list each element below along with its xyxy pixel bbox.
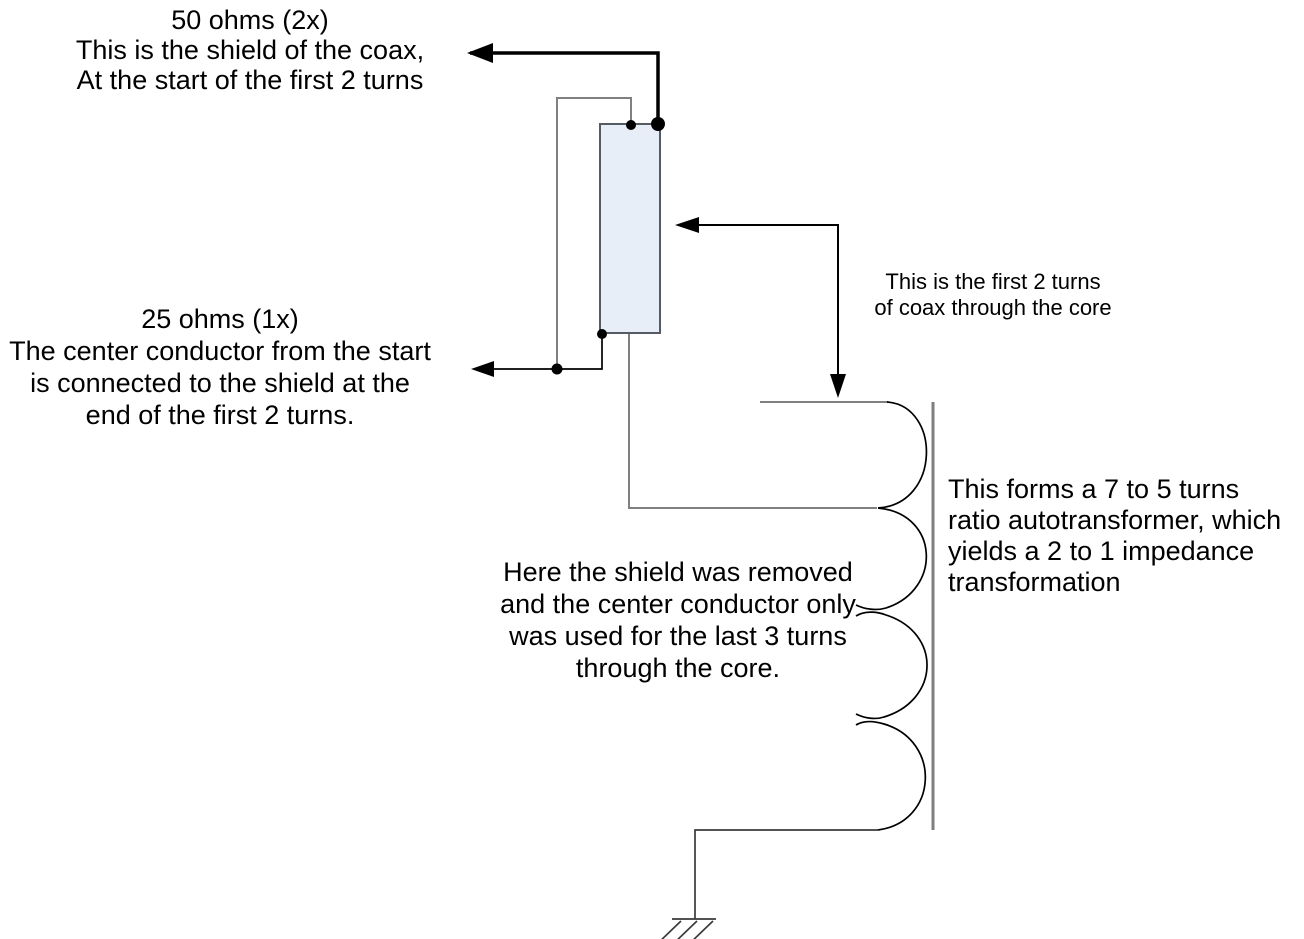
text-line: transformation — [948, 567, 1121, 597]
text-line: was used for the last 3 turns — [509, 621, 847, 651]
annotation-25-ohms — [0, 303, 440, 431]
text-line: of coax through the core — [874, 295, 1112, 320]
coax-core-rect — [600, 124, 660, 333]
text-line: Here the shield was removed — [503, 557, 853, 587]
coil-bottom-lead — [695, 830, 878, 919]
text-line: is connected to the shield at the — [30, 368, 410, 398]
junction-dot-shield — [651, 117, 665, 131]
text-line: 25 ohms (1x) — [141, 304, 299, 334]
text-line: This is the shield of the coax, — [75, 35, 425, 65]
junction-dot-rect-bottom — [597, 329, 607, 339]
text-line: yields a 2 to 1 impedance — [948, 536, 1255, 566]
rect-to-coil-connector — [629, 334, 877, 508]
text-line: This is the first 2 turns — [885, 269, 1101, 294]
annotation-shield-removed — [478, 556, 878, 684]
text-line: This forms a 7 to 5 turns — [948, 474, 1240, 504]
tap-25ohm-arrowhead-icon — [471, 361, 494, 377]
junction-dot-tap — [552, 364, 563, 375]
first-turns-arrowhead-down-icon — [830, 374, 846, 398]
text-line: end of the first 2 turns. — [85, 400, 355, 430]
text-line: ratio autotransformer, which — [948, 505, 1282, 535]
shield-50ohm-wire — [470, 53, 658, 122]
text-line: The center conductor from the start — [9, 336, 431, 366]
first-turns-arrowhead-left-icon — [675, 217, 699, 233]
text-line: 50 ohms (2x) — [171, 5, 329, 35]
text-line: At the start of the first 2 turns — [76, 65, 424, 95]
annotation-autotransformer — [948, 474, 1304, 598]
annotation-50-ohms — [20, 5, 480, 95]
junction-dot-center-conductor — [626, 120, 636, 130]
text-line: and the center conductor only — [500, 589, 856, 619]
first-turns-pointer-line — [678, 225, 838, 393]
text-line: through the core. — [575, 653, 781, 683]
ground-symbol-icon — [656, 919, 716, 939]
annotation-first-2-turns — [848, 269, 1138, 321]
